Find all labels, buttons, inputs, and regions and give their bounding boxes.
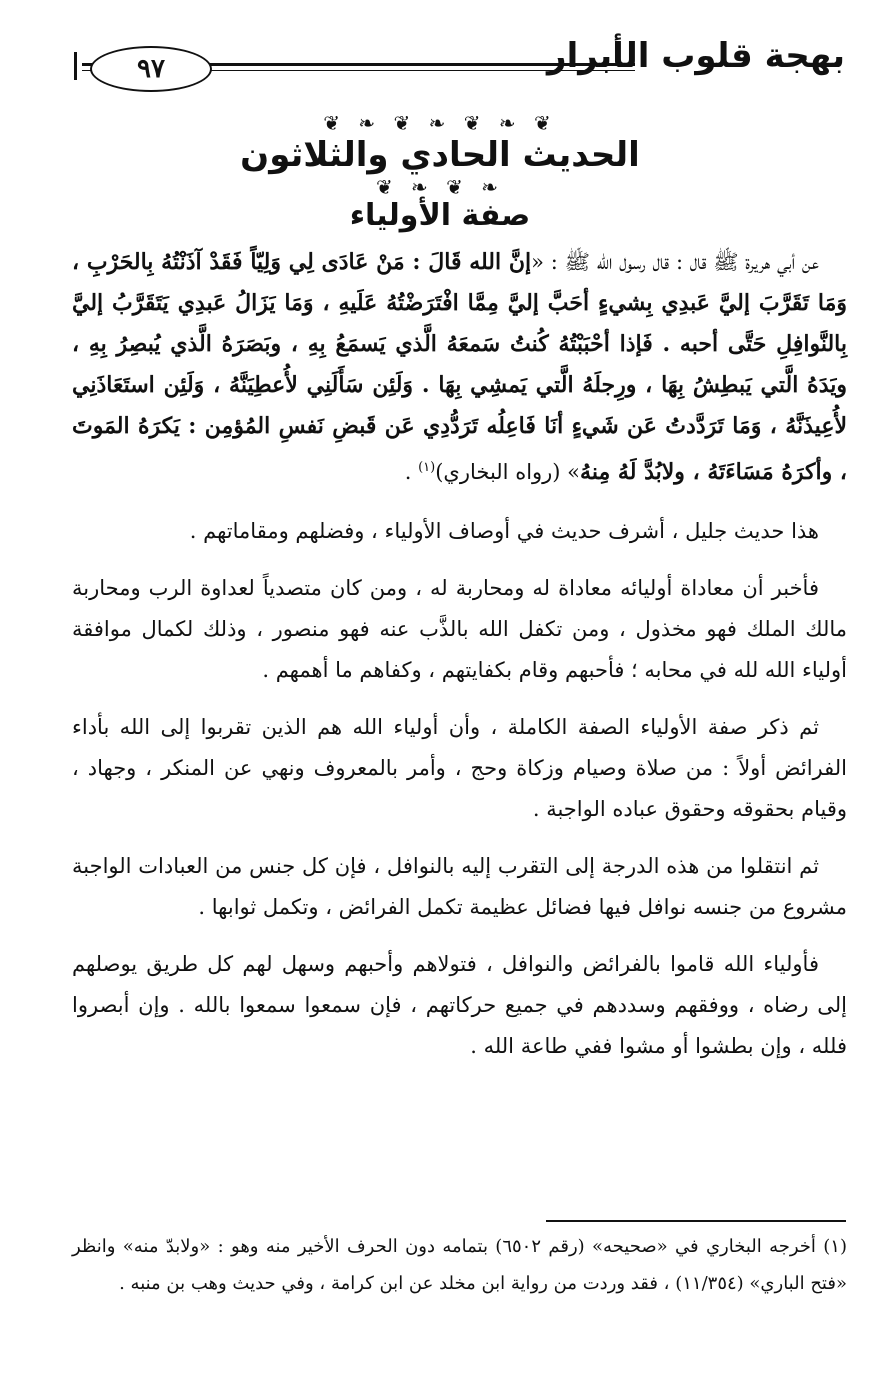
paragraph-4: ثم انتقلوا من هذه الدرجة إلى التقرب إليه بالنوافل ، فإن كل جنس من العبادات الواجبة مشروع من جنسه نوافل فيها فضائل عظيمة تكمل الفرائض ، وتكمل ثوابها .	[72, 854, 847, 919]
paragraph-5: فأولياء الله قاموا بالفرائض والنوافل ، فتولاهم وأحبهم وسهل لهم كل طريق يوصلهم إلى رضاه ، ووفقهم وسددهم في جميع حركاتهم ، فإن سمعوا سمعوا بالله . وإن أبصروا فلله ، وإن بطشوا أو مشوا ففي طاعة الله .	[72, 952, 847, 1058]
footnotes	[72, 1228, 847, 1302]
ornament-top: ❦ ❧ ❦ ❧ ❦ ❧ ❦	[323, 111, 557, 135]
ornament-mid: ❦ ❧ ❦ ❧	[375, 175, 505, 199]
paragraph-2: فأخبر أن معاداة أوليائه معاداة له ومحاربة له ، ومن كان متصدياً لعداوة الرب ومحاربة مالك الملك فهو مخذول ، ومن تكفل الله بالذَّب عنه فهو منصور ، وذلك لكمال موافقة أولياء الله لله في محابه ؛ فأحبهم وقام بكفايتهم ، وكفاهم ما أهمهم .	[72, 576, 847, 682]
book-title: بهجة قلوب الأبرار	[547, 36, 845, 76]
header-tick	[74, 52, 77, 80]
footnote-ref: (١)	[418, 460, 436, 475]
page-number: ٩٧	[90, 46, 212, 92]
hadith-outro: » (رواه البخاري)	[435, 460, 581, 484]
chapter-title: الحديث الحادي والثلاثون	[240, 135, 640, 175]
hadith-end: .	[404, 460, 419, 484]
paragraph-3: ثم ذكر صفة الأولياء الصفة الكاملة ، وأن أولياء الله هم الذين تقربوا إلى الله بأداء الفرائض أولاً : من صلاة وصيام وزكاة وحج ، وأمر بالمعروف ونهي عن المنكر ، وجهاد ، وقيام بحقوقه وحقوق عباده الواجبة .	[72, 715, 847, 821]
hadith-text: إنَّ الله قَالَ : مَنْ عَادَى لِي وَلِيّاً فَقَدْ آذَنْتُهُ بِالحَرْبِ ، وَمَا تَقَرَّبَ إليَّ عَبدِي بِشيءٍ أحَبَّ إليَّ مِمَّا افْتَرَضْتُهُ عَلَيهِ ، وَمَا يَزَالُ عَبدِي يَتَقَرَّبُ إليَّ بِالنَّوافِلِ حَتَّى أحبه . فَإذا أحْبَبْتُهُ كُنتُ سَمعَهُ الَّذي يَسمَعُ بِهِ ، وبَصَرَهُ الَّذي يُبصِرُ بِهِ ، ويَدَهُ الَّتي يَبطِشُ بِهَا ، ورِجلَهُ الَّتي يَمشِي بِهَا . وَلَئِن سَأَلَنِي لأُعطِيَنَّهُ ، وَلَئِن استَعَاذَنِي لأُعِيذَنَّهُ ، وَمَا تَرَدَّدتُ عَن شَيءٍ أنَا فَاعِلُه تَرَدُّدِي عَن قَبضِ نَفسِ المُؤمِن : يَكرَهُ المَوتَ ، وأكرَهُ مَسَاءَتَهُ ، ولابُدَّ لَهُ مِنهُ	[72, 249, 847, 485]
paragraph-1: هذا حديث جليل ، أشرف حديث في أوصاف الأولياء ، وفضلهم ومقاماتهم .	[189, 519, 819, 543]
page-header	[70, 36, 845, 100]
hadith-paragraph	[72, 242, 847, 493]
hadith-intro: عن أبي هريرة ﷺ قال : قال رسول الله ﷺ : «	[531, 250, 819, 274]
footnote-1: (١) أخرجه البخاري في «صحيحه» (رقم ٦٥٠٢) بتمامه دون الحرف الأخير منه وهو : «ولابدّ منه» وانظر «فتح الباري» (١١/٣٥٤) ، فقد وردت من رواية ابن مخلد عن ابن كرامة ، وفي حديث وهب بن منبه .	[72, 1236, 847, 1294]
chapter-heading	[230, 112, 650, 234]
chapter-subtitle: صفة الأولياء	[349, 198, 531, 233]
body-text	[72, 242, 847, 1083]
footnote-rule	[546, 1220, 846, 1222]
